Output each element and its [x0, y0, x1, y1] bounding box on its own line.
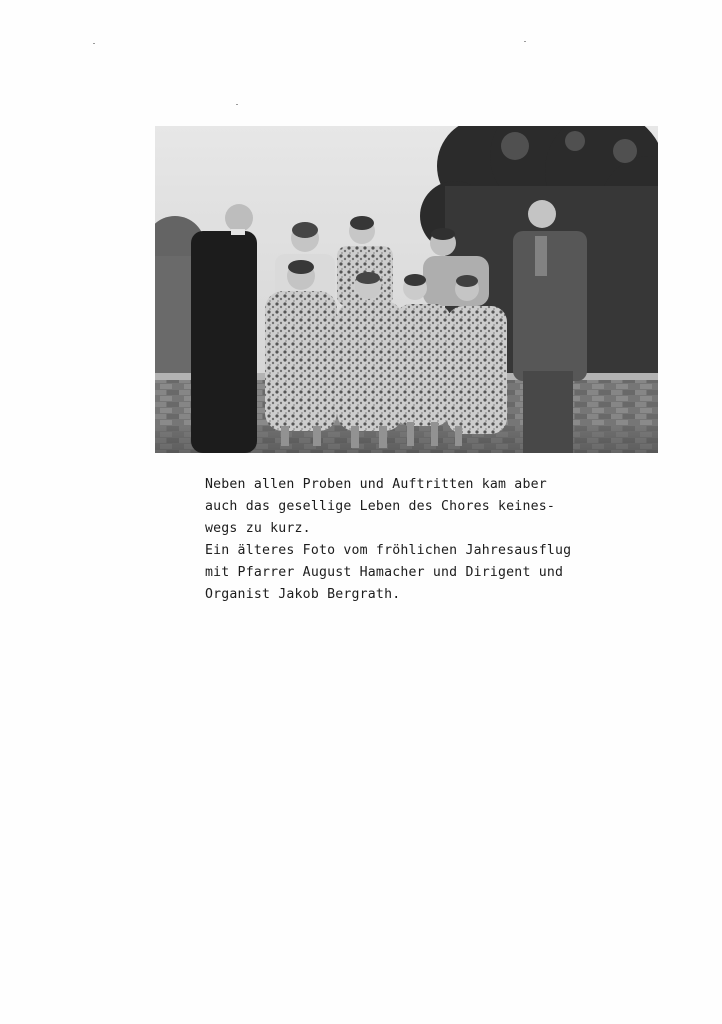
caption-line: Organist Jakob Bergrath.	[205, 587, 401, 602]
caption-line: mit Pfarrer August Hamacher und Dirigent und	[205, 565, 564, 580]
scan-speck	[524, 41, 526, 42]
caption-line: Neben allen Proben und Auftritten kam aber	[205, 477, 547, 492]
scan-speck	[93, 43, 95, 44]
caption-line: wegs zu kurz.	[205, 521, 311, 536]
scan-speck	[236, 104, 238, 105]
photo-caption	[205, 474, 625, 606]
group-photo	[155, 126, 658, 453]
caption-line: Ein älteres Foto vom fröhlichen Jahresausflug	[205, 543, 572, 558]
caption-line: auch das gesellige Leben des Chores keines-	[205, 499, 556, 514]
